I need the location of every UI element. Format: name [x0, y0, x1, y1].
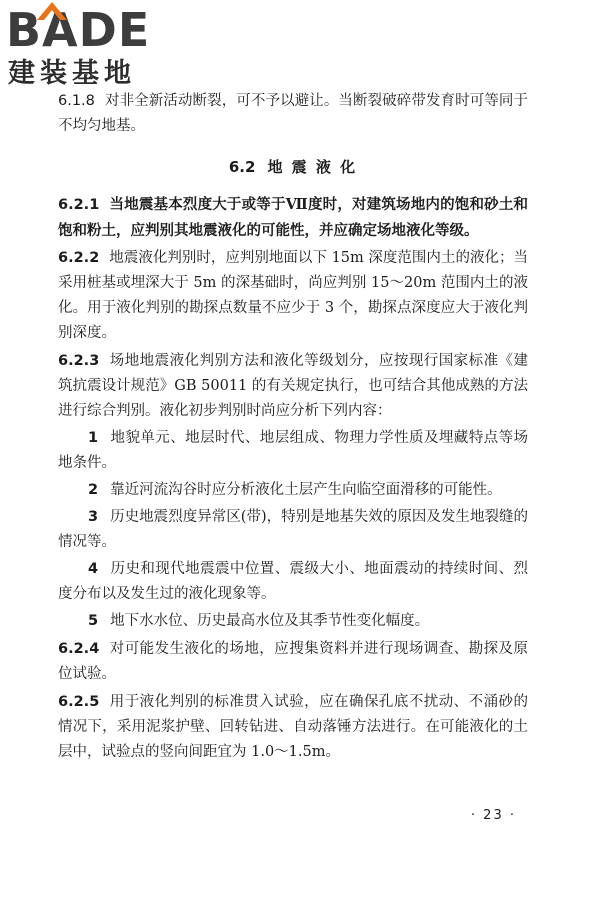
- item-text: 靠近河流沟谷时应分析液化土层产生向临空面滑移的可能性。: [110, 482, 502, 498]
- logo-wordmark: BADE: [6, 3, 151, 57]
- item-text: 地下水水位、历史最高水位及其季节性变化幅度。: [110, 613, 430, 629]
- clause-6-2-5: [58, 687, 528, 765]
- item-text: 历史和现代地震震中位置、震级大小、地面震动的持续时间、烈度分布以及发生过的液化现象等。: [58, 561, 528, 602]
- clause-number: 6.2.1: [58, 197, 100, 213]
- section-title: 地 震 液 化: [267, 158, 358, 176]
- clause-number: 6.2.2: [58, 250, 100, 266]
- clause-text: 当地震基本烈度大于或等于Ⅶ度时，对建筑场地内的饱和砂土和饱和粉土，应判别其地震液化的可能性，并应确定场地液化等级。: [58, 196, 528, 239]
- list-item: [58, 424, 528, 476]
- item-text: 历史地震烈度异常区(带)，特别是地基失效的原因及发生地裂缝的情况等。: [58, 509, 528, 550]
- clause-6-2-1: [58, 192, 528, 243]
- clause-number: 6.2.3: [58, 353, 100, 369]
- document-page: [58, 89, 528, 765]
- section-number: 6.2: [228, 158, 256, 176]
- clause-6-2-3: [58, 346, 528, 424]
- item-text: 地貌单元、地层时代、地层组成、物理力学性质及埋藏特点等场地条件。: [58, 430, 528, 471]
- clause-text: 用于液化判别的标准贯入试验，应在确保孔底不扰动、不涌砂的情况下，采用泥浆护壁、回转钻进、自动落锤方法进行。在可能液化的土层中，试验点的竖向间距宜为 1.0～1.5m。: [58, 694, 528, 760]
- item-number: 3: [88, 509, 99, 525]
- list-item: [58, 476, 528, 503]
- clause-number: 6.2.4: [58, 641, 100, 657]
- clause-text: 对非全新活动断裂，可不予以避让。当断裂破碎带发育时可等同于不均匀地基。: [58, 93, 528, 134]
- bade-logo: [4, 2, 184, 94]
- list-item: [58, 607, 528, 634]
- clause-number: 6.1.8: [58, 93, 95, 109]
- clause-text: 对可能发生液化的场地，应搜集资料并进行现场调查、勘探及原位试验。: [58, 641, 528, 682]
- page-number: · 23 ·: [470, 808, 516, 823]
- logo-chevron-icon: [37, 2, 67, 28]
- clause-text: 地震液化判别时，应判别地面以下 15m 深度范围内土的液化；当采用桩基或埋深大于 5m 的深基础时，尚应判别 15～20m 范围内土的液化。用于液化判别的勘探点数量不应少于 3 个，勘探点深度应大于液化判别深度。: [58, 250, 528, 341]
- clause-number: 6.2.5: [58, 694, 100, 710]
- list-item: [58, 503, 528, 555]
- clause-6-1-8: [58, 89, 528, 139]
- clause-6-2-4: [58, 634, 528, 687]
- item-number: 1: [88, 430, 99, 446]
- item-number: 2: [88, 482, 99, 498]
- list-item: [58, 555, 528, 607]
- clause-text: 场地地震液化判别方法和液化等级划分，应按现行国家标准《建筑抗震设计规范》GB 50011 的有关规定执行，也可结合其他成熟的方法进行综合判别。液化初步判别时尚应分析下列内容：: [58, 353, 528, 419]
- item-number: 5: [88, 613, 99, 629]
- item-number: 4: [88, 561, 99, 577]
- section-heading: [58, 155, 528, 180]
- clause-6-2-2: [58, 243, 528, 346]
- logo-subtitle: 建装基地: [8, 58, 136, 89]
